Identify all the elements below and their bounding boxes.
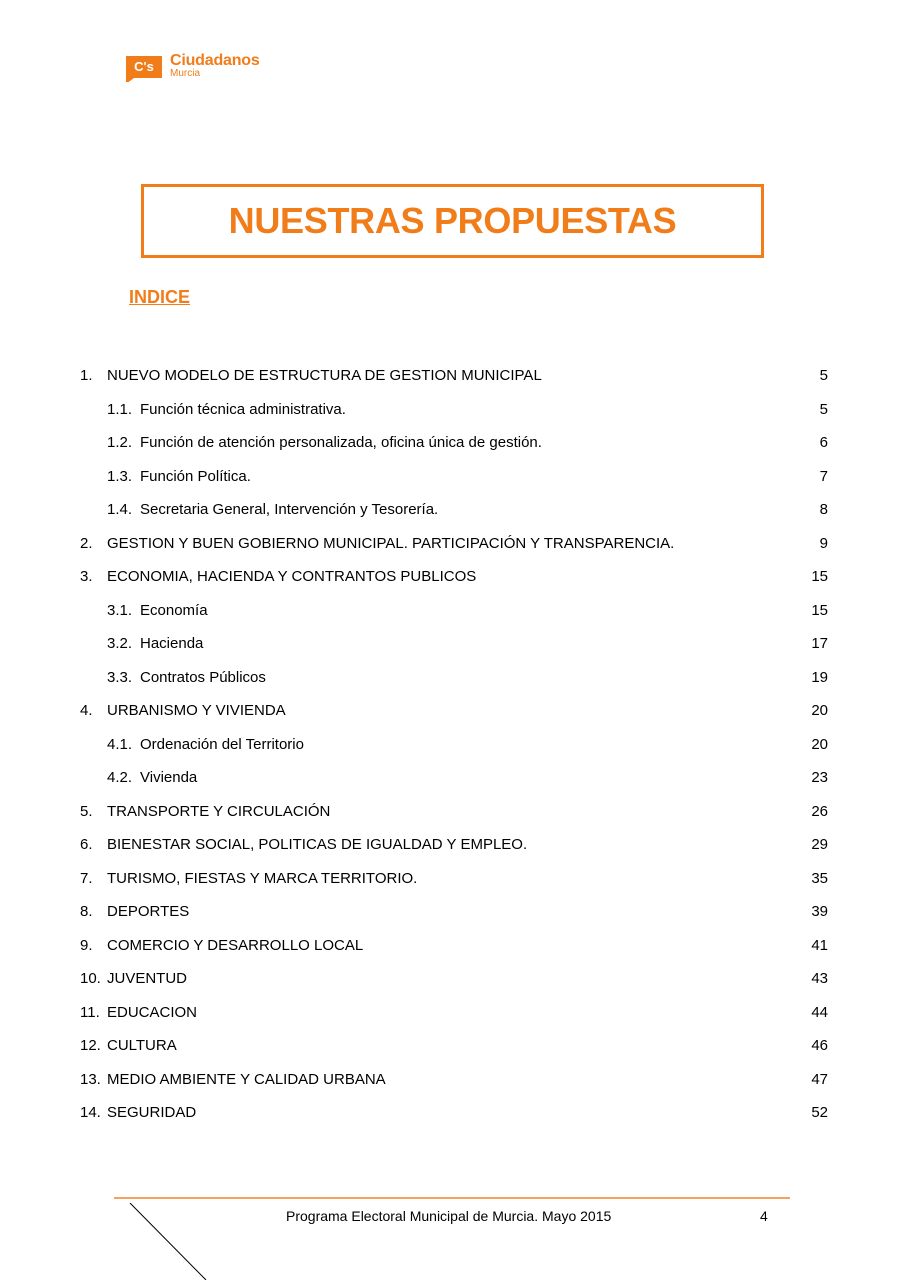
toc-entry-number: 3.3.: [107, 668, 133, 686]
toc-entry[interactable]: [0, 996, 906, 1030]
toc-entry-label: Economía: [140, 601, 208, 619]
toc-entry-number: 1.2.: [107, 434, 133, 451]
toc-entry-page: 35: [811, 869, 828, 887]
toc-entry-label: Función Política.: [140, 467, 251, 485]
toc-entry-label: COMERCIO Y DESARROLLO LOCAL: [107, 936, 364, 954]
toc-entry-number: 1.1.: [107, 400, 133, 418]
toc-entry-number: 10.: [80, 970, 101, 987]
toc-entry-label: EDUCACION: [107, 1003, 198, 1021]
toc-entry-page: 9: [819, 534, 828, 552]
toc-entry[interactable]: [0, 828, 906, 862]
toc-entry-label: Función de atención personalizada, oficina única de gestión.: [140, 434, 542, 451]
toc-entry-page: 26: [811, 802, 828, 820]
toc-entry-number: 9.: [80, 936, 93, 954]
toc-entry-page: 5: [819, 367, 828, 384]
footer-text: Programa Electoral Municipal de Murcia. Mayo 2015: [286, 1208, 612, 1224]
toc-entry-page: 7: [819, 467, 828, 485]
footer-page-number: 4: [760, 1208, 768, 1224]
toc-entry[interactable]: [0, 493, 906, 527]
toc-entry-page: 47: [811, 1070, 828, 1088]
toc-entry-label: URBANISMO Y VIVIENDA: [107, 702, 286, 719]
toc-entry-page: 8: [819, 501, 828, 518]
toc-entry[interactable]: [0, 359, 906, 393]
toc-entry[interactable]: [0, 393, 906, 427]
toc-entry-page: 44: [811, 1003, 828, 1021]
toc-entry-page: 39: [811, 903, 828, 920]
toc-entry[interactable]: [0, 895, 906, 929]
toc-entry-number: 12.: [80, 1037, 101, 1054]
toc-entry-label: CULTURA: [107, 1037, 177, 1054]
page-title: NUESTRAS PROPUESTAS: [228, 200, 677, 241]
toc-entry-number: 5.: [80, 802, 93, 820]
logo-name: Ciudadanos: [170, 52, 260, 69]
toc-entry-number: 13.: [80, 1070, 101, 1088]
footer-divider: [114, 1197, 790, 1199]
toc-entry-number: 1.3.: [107, 467, 133, 485]
toc-entry-page: 15: [811, 568, 828, 585]
toc-entry[interactable]: [0, 962, 906, 996]
toc-entry-label: BIENESTAR SOCIAL, POLITICAS DE IGUALDAD Y EMPLEO.: [107, 836, 528, 853]
toc-entry[interactable]: [0, 728, 906, 762]
toc-entry-page: 52: [811, 1104, 828, 1121]
toc-entry-page: 19: [811, 668, 828, 686]
toc-entry-number: 4.2.: [107, 769, 133, 786]
toc-entry-label: NUEVO MODELO DE ESTRUCTURA DE GESTION MUNICIPAL: [107, 367, 542, 384]
toc-entry-number: 14.: [80, 1104, 101, 1121]
toc-entry-label: TRANSPORTE Y CIRCULACIÓN: [107, 802, 331, 820]
toc-entry[interactable]: [0, 560, 906, 594]
toc-entry-page: 20: [811, 702, 828, 719]
toc-entry-label: Vivienda: [140, 769, 198, 786]
toc-entry[interactable]: [0, 862, 906, 896]
toc-entry-label: JUVENTUD: [107, 970, 188, 987]
toc-entry[interactable]: [0, 795, 906, 829]
toc-entry-number: 3.1.: [107, 601, 133, 619]
toc-entry-page: 46: [811, 1037, 828, 1054]
toc-entry-label: Ordenación del Territorio: [140, 735, 304, 753]
toc-entry-page: 6: [819, 434, 828, 451]
toc-entry[interactable]: [0, 694, 906, 728]
toc-entry[interactable]: [0, 1063, 906, 1097]
toc-entry-page: 20: [811, 735, 828, 753]
toc-entry[interactable]: [0, 1096, 906, 1130]
toc-entry-label: Hacienda: [140, 635, 204, 652]
toc-entry-page: 43: [811, 970, 828, 987]
toc-entry-page: 41: [811, 936, 828, 954]
toc-entry-label: Función técnica administrativa.: [140, 400, 346, 418]
toc-entry-number: 2.: [80, 534, 93, 552]
toc-entry[interactable]: [0, 594, 906, 628]
toc-entry-label: DEPORTES: [107, 903, 190, 920]
toc-entry-label: SEGURIDAD: [107, 1104, 197, 1121]
title-box: [141, 184, 764, 258]
toc-entry[interactable]: [0, 929, 906, 963]
toc-entry-number: 4.1.: [107, 735, 133, 753]
toc-entry-label: Contratos Públicos: [140, 668, 266, 686]
toc-entry-label: TURISMO, FIESTAS Y MARCA TERRITORIO.: [107, 869, 418, 887]
toc-entry-label: MEDIO AMBIENTE Y CALIDAD URBANA: [107, 1070, 386, 1088]
ciudadanos-logo-icon: [124, 54, 164, 82]
toc-entry[interactable]: [0, 1029, 906, 1063]
toc-entry[interactable]: [0, 627, 906, 661]
toc-entry-number: 11.: [80, 1003, 100, 1021]
toc-entry[interactable]: [0, 426, 906, 460]
logo-mark-text: C's: [134, 59, 154, 74]
toc-entry[interactable]: [0, 460, 906, 494]
toc-entry-number: 6.: [80, 836, 93, 853]
toc-entry-page: 29: [811, 836, 828, 853]
table-of-contents: [0, 359, 906, 1130]
toc-entry-page: 17: [811, 635, 828, 652]
toc-entry-number: 3.2.: [107, 635, 133, 652]
toc-entry-page: 5: [819, 400, 828, 418]
toc-entry-number: 8.: [80, 903, 93, 920]
toc-entry-page: 23: [811, 769, 828, 786]
toc-entry-label: ECONOMIA, HACIENDA Y CONTRANTOS PUBLICOS: [107, 568, 477, 585]
toc-entry-page: 15: [811, 601, 828, 619]
toc-entry[interactable]: [0, 661, 906, 695]
logo-city: Murcia: [170, 68, 201, 79]
toc-entry-number: 4.: [80, 702, 93, 719]
toc-entry[interactable]: [0, 761, 906, 795]
brand-logo: [124, 52, 274, 86]
index-heading: INDICE: [129, 287, 191, 307]
toc-entry-label: GESTION Y BUEN GOBIERNO MUNICIPAL. PARTICIPACIÓN Y TRANSPARENCIA.: [107, 534, 675, 552]
footer-diagonal-line: [124, 1203, 214, 1280]
toc-entry-number: 1.: [80, 367, 93, 384]
toc-entry-number: 7.: [80, 869, 93, 887]
toc-entry[interactable]: [0, 527, 906, 561]
toc-entry-number: 3.: [80, 568, 93, 585]
toc-entry-number: 1.4.: [107, 501, 133, 518]
toc-entry-label: Secretaria General, Intervención y Tesorería.: [140, 501, 439, 518]
